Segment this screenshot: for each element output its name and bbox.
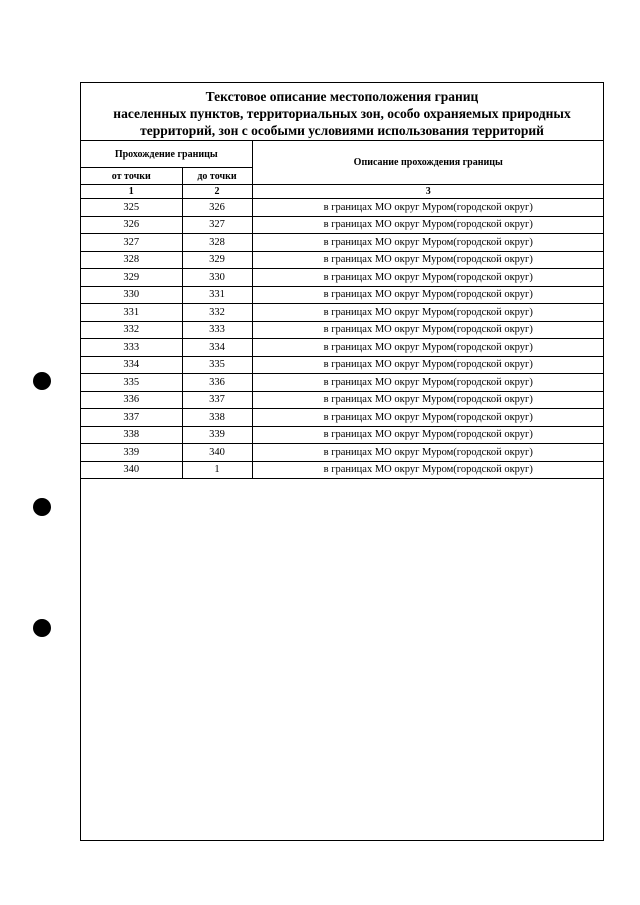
cell-from: 334 [81,356,182,374]
title-line: Текстовое описание местоположения границ [205,89,479,104]
cell-from: 332 [81,321,182,339]
cell-to: 335 [182,356,252,374]
cell-to: 337 [182,391,252,409]
table-row [81,321,604,339]
cell-desc: в границах МО округ Муром(городской округ) [252,374,604,392]
table-row [81,444,604,462]
cell-desc: в границах МО округ Муром(городской округ) [252,199,604,217]
cell-to: 336 [182,374,252,392]
column-number: 2 [182,185,252,199]
cell-to: 330 [182,269,252,287]
table-row [81,286,604,304]
table-body [81,199,604,479]
table-row [81,199,604,217]
cell-desc: в границах МО округ Муром(городской округ) [252,461,604,479]
cell-from: 325 [81,199,182,217]
cell-desc: в границах МО округ Муром(городской округ) [252,304,604,322]
column-number: 3 [252,185,604,199]
cell-to: 334 [182,339,252,357]
cell-to: 1 [182,461,252,479]
cell-from: 333 [81,339,182,357]
cell-from: 335 [81,374,182,392]
cell-from: 330 [81,286,182,304]
table-row [81,234,604,252]
table-row [81,374,604,392]
cell-to: 329 [182,251,252,269]
cell-from: 336 [81,391,182,409]
cell-desc: в границах МО округ Муром(городской округ) [252,444,604,462]
cell-from: 326 [81,216,182,234]
cell-desc: в границах МО округ Муром(городской округ) [252,409,604,427]
cell-to: 338 [182,409,252,427]
table-row [81,339,604,357]
cell-from: 329 [81,269,182,287]
document-frame [80,82,604,841]
table-row [81,216,604,234]
cell-to: 339 [182,426,252,444]
cell-from: 338 [81,426,182,444]
cell-from: 331 [81,304,182,322]
cell-to: 333 [182,321,252,339]
header-passage: Прохождение границы [81,141,252,168]
punch-hole [33,498,51,516]
table-row [81,426,604,444]
header-from: от точки [81,168,182,185]
title-line: территорий, зон с особыми условиями использования территорий [140,123,544,138]
header-to: до точки [182,168,252,185]
cell-to: 328 [182,234,252,252]
cell-desc: в границах МО округ Муром(городской округ) [252,391,604,409]
cell-desc: в границах МО округ Муром(городской округ) [252,426,604,444]
cell-to: 327 [182,216,252,234]
table-row [81,269,604,287]
table-row [81,251,604,269]
table-row [81,391,604,409]
cell-desc: в границах МО округ Муром(городской округ) [252,269,604,287]
cell-from: 339 [81,444,182,462]
cell-desc: в границах МО округ Муром(городской округ) [252,321,604,339]
boundary-table [81,140,604,479]
cell-to: 331 [182,286,252,304]
cell-from: 340 [81,461,182,479]
cell-to: 326 [182,199,252,217]
cell-desc: в границах МО округ Муром(городской округ) [252,339,604,357]
punch-hole [33,619,51,637]
punch-hole [33,372,51,390]
cell-from: 327 [81,234,182,252]
column-number: 1 [81,185,182,199]
cell-to: 332 [182,304,252,322]
table-row [81,409,604,427]
table-row [81,304,604,322]
cell-desc: в границах МО округ Муром(городской округ) [252,356,604,374]
cell-desc: в границах МО округ Муром(городской округ) [252,234,604,252]
table-row [81,461,604,479]
cell-desc: в границах МО округ Муром(городской округ) [252,286,604,304]
header-description: Описание прохождения границы [252,141,604,185]
cell-to: 340 [182,444,252,462]
cell-desc: в границах МО округ Муром(городской округ) [252,216,604,234]
cell-from: 337 [81,409,182,427]
document-title [81,88,603,139]
cell-desc: в границах МО округ Муром(городской округ) [252,251,604,269]
cell-from: 328 [81,251,182,269]
title-line: населенных пунктов, территориальных зон, особо охраняемых природных [113,106,571,121]
table-row [81,356,604,374]
